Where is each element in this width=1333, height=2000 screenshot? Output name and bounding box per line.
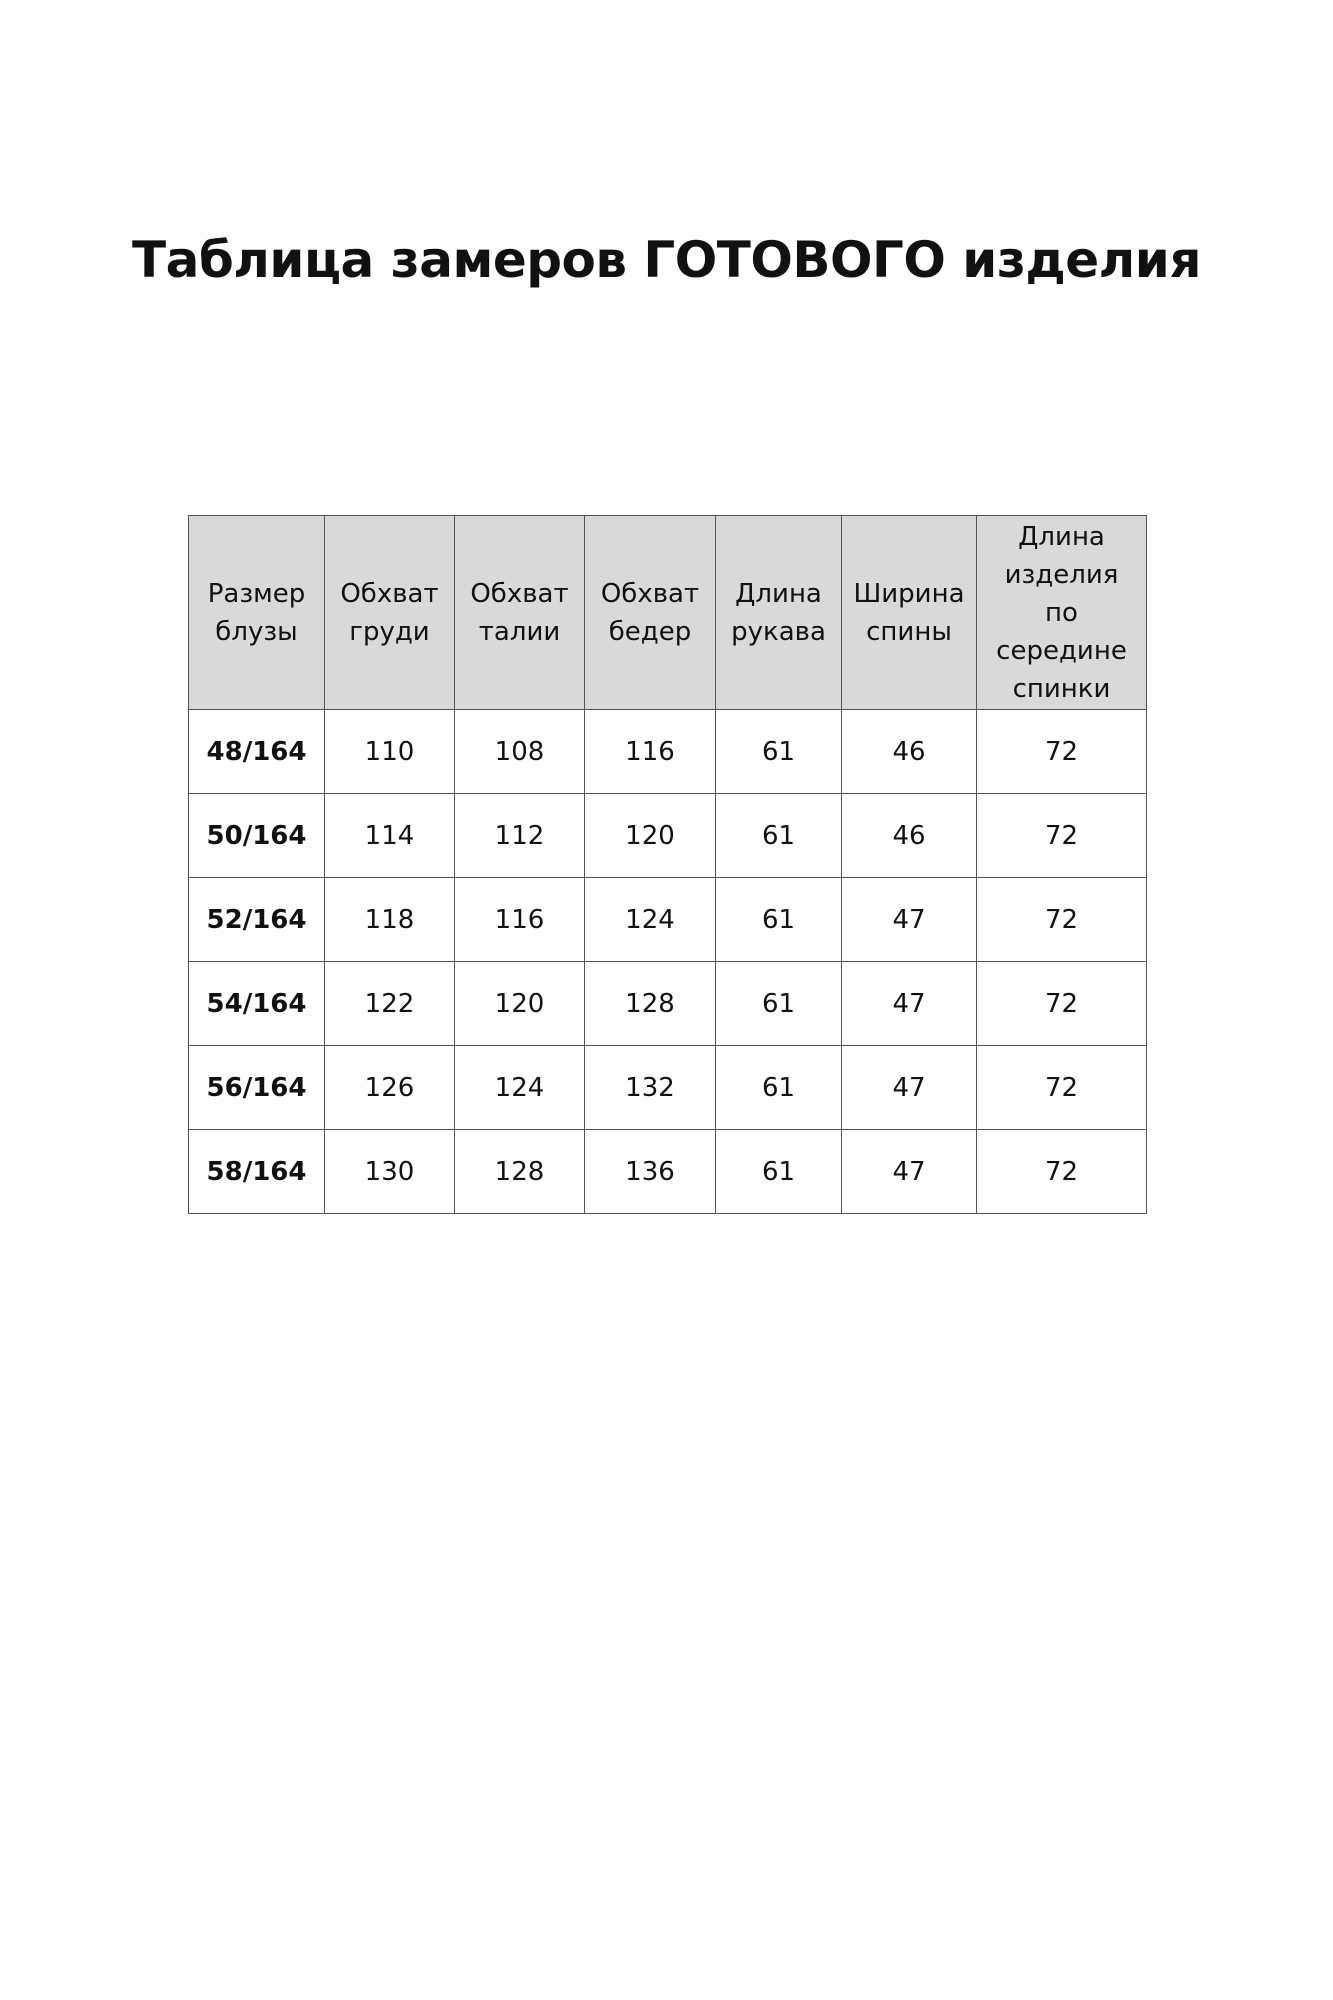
sleeve-cell: 61 bbox=[716, 710, 842, 794]
size-cell: 48/164 bbox=[189, 710, 325, 794]
waist-cell: 116 bbox=[455, 878, 585, 962]
header-back-width: Ширина спины bbox=[842, 516, 977, 710]
header-size: Размер блузы bbox=[189, 516, 325, 710]
hips-cell: 124 bbox=[585, 878, 716, 962]
header-hips: Обхват бедер bbox=[585, 516, 716, 710]
waist-cell: 128 bbox=[455, 1130, 585, 1214]
waist-cell: 124 bbox=[455, 1046, 585, 1130]
chest-cell: 118 bbox=[325, 878, 455, 962]
back-width-cell: 46 bbox=[842, 710, 977, 794]
back-width-cell: 47 bbox=[842, 1046, 977, 1130]
sleeve-cell: 61 bbox=[716, 1046, 842, 1130]
header-garment-length: Длина изделия по середине спинки bbox=[977, 516, 1147, 710]
waist-cell: 108 bbox=[455, 710, 585, 794]
header-waist: Обхват талии bbox=[455, 516, 585, 710]
page-title: Таблица замеров ГОТОВОГО изделия bbox=[132, 231, 1201, 289]
table-row bbox=[189, 962, 1147, 1046]
hips-cell: 128 bbox=[585, 962, 716, 1046]
size-cell: 50/164 bbox=[189, 794, 325, 878]
table-row bbox=[189, 710, 1147, 794]
sleeve-cell: 61 bbox=[716, 794, 842, 878]
hips-cell: 120 bbox=[585, 794, 716, 878]
chest-cell: 110 bbox=[325, 710, 455, 794]
length-cell: 72 bbox=[977, 1046, 1147, 1130]
back-width-cell: 47 bbox=[842, 1130, 977, 1214]
sleeve-cell: 61 bbox=[716, 1130, 842, 1214]
header-sleeve-length: Длина рукава bbox=[716, 516, 842, 710]
sleeve-cell: 61 bbox=[716, 962, 842, 1046]
length-cell: 72 bbox=[977, 794, 1147, 878]
back-width-cell: 47 bbox=[842, 962, 977, 1046]
back-width-cell: 47 bbox=[842, 878, 977, 962]
chest-cell: 130 bbox=[325, 1130, 455, 1214]
size-cell: 52/164 bbox=[189, 878, 325, 962]
header-chest: Обхват груди bbox=[325, 516, 455, 710]
chest-cell: 122 bbox=[325, 962, 455, 1046]
back-width-cell: 46 bbox=[842, 794, 977, 878]
waist-cell: 120 bbox=[455, 962, 585, 1046]
hips-cell: 136 bbox=[585, 1130, 716, 1214]
chest-cell: 126 bbox=[325, 1046, 455, 1130]
table-row bbox=[189, 878, 1147, 962]
size-cell: 54/164 bbox=[189, 962, 325, 1046]
size-chart-table bbox=[188, 515, 1147, 1214]
table-row bbox=[189, 1046, 1147, 1130]
table-row bbox=[189, 794, 1147, 878]
length-cell: 72 bbox=[977, 1130, 1147, 1214]
header-row bbox=[189, 516, 1147, 710]
size-cell: 56/164 bbox=[189, 1046, 325, 1130]
length-cell: 72 bbox=[977, 962, 1147, 1046]
hips-cell: 116 bbox=[585, 710, 716, 794]
length-cell: 72 bbox=[977, 878, 1147, 962]
waist-cell: 112 bbox=[455, 794, 585, 878]
sleeve-cell: 61 bbox=[716, 878, 842, 962]
table-row bbox=[189, 1130, 1147, 1214]
chest-cell: 114 bbox=[325, 794, 455, 878]
hips-cell: 132 bbox=[585, 1046, 716, 1130]
size-cell: 58/164 bbox=[189, 1130, 325, 1214]
length-cell: 72 bbox=[977, 710, 1147, 794]
